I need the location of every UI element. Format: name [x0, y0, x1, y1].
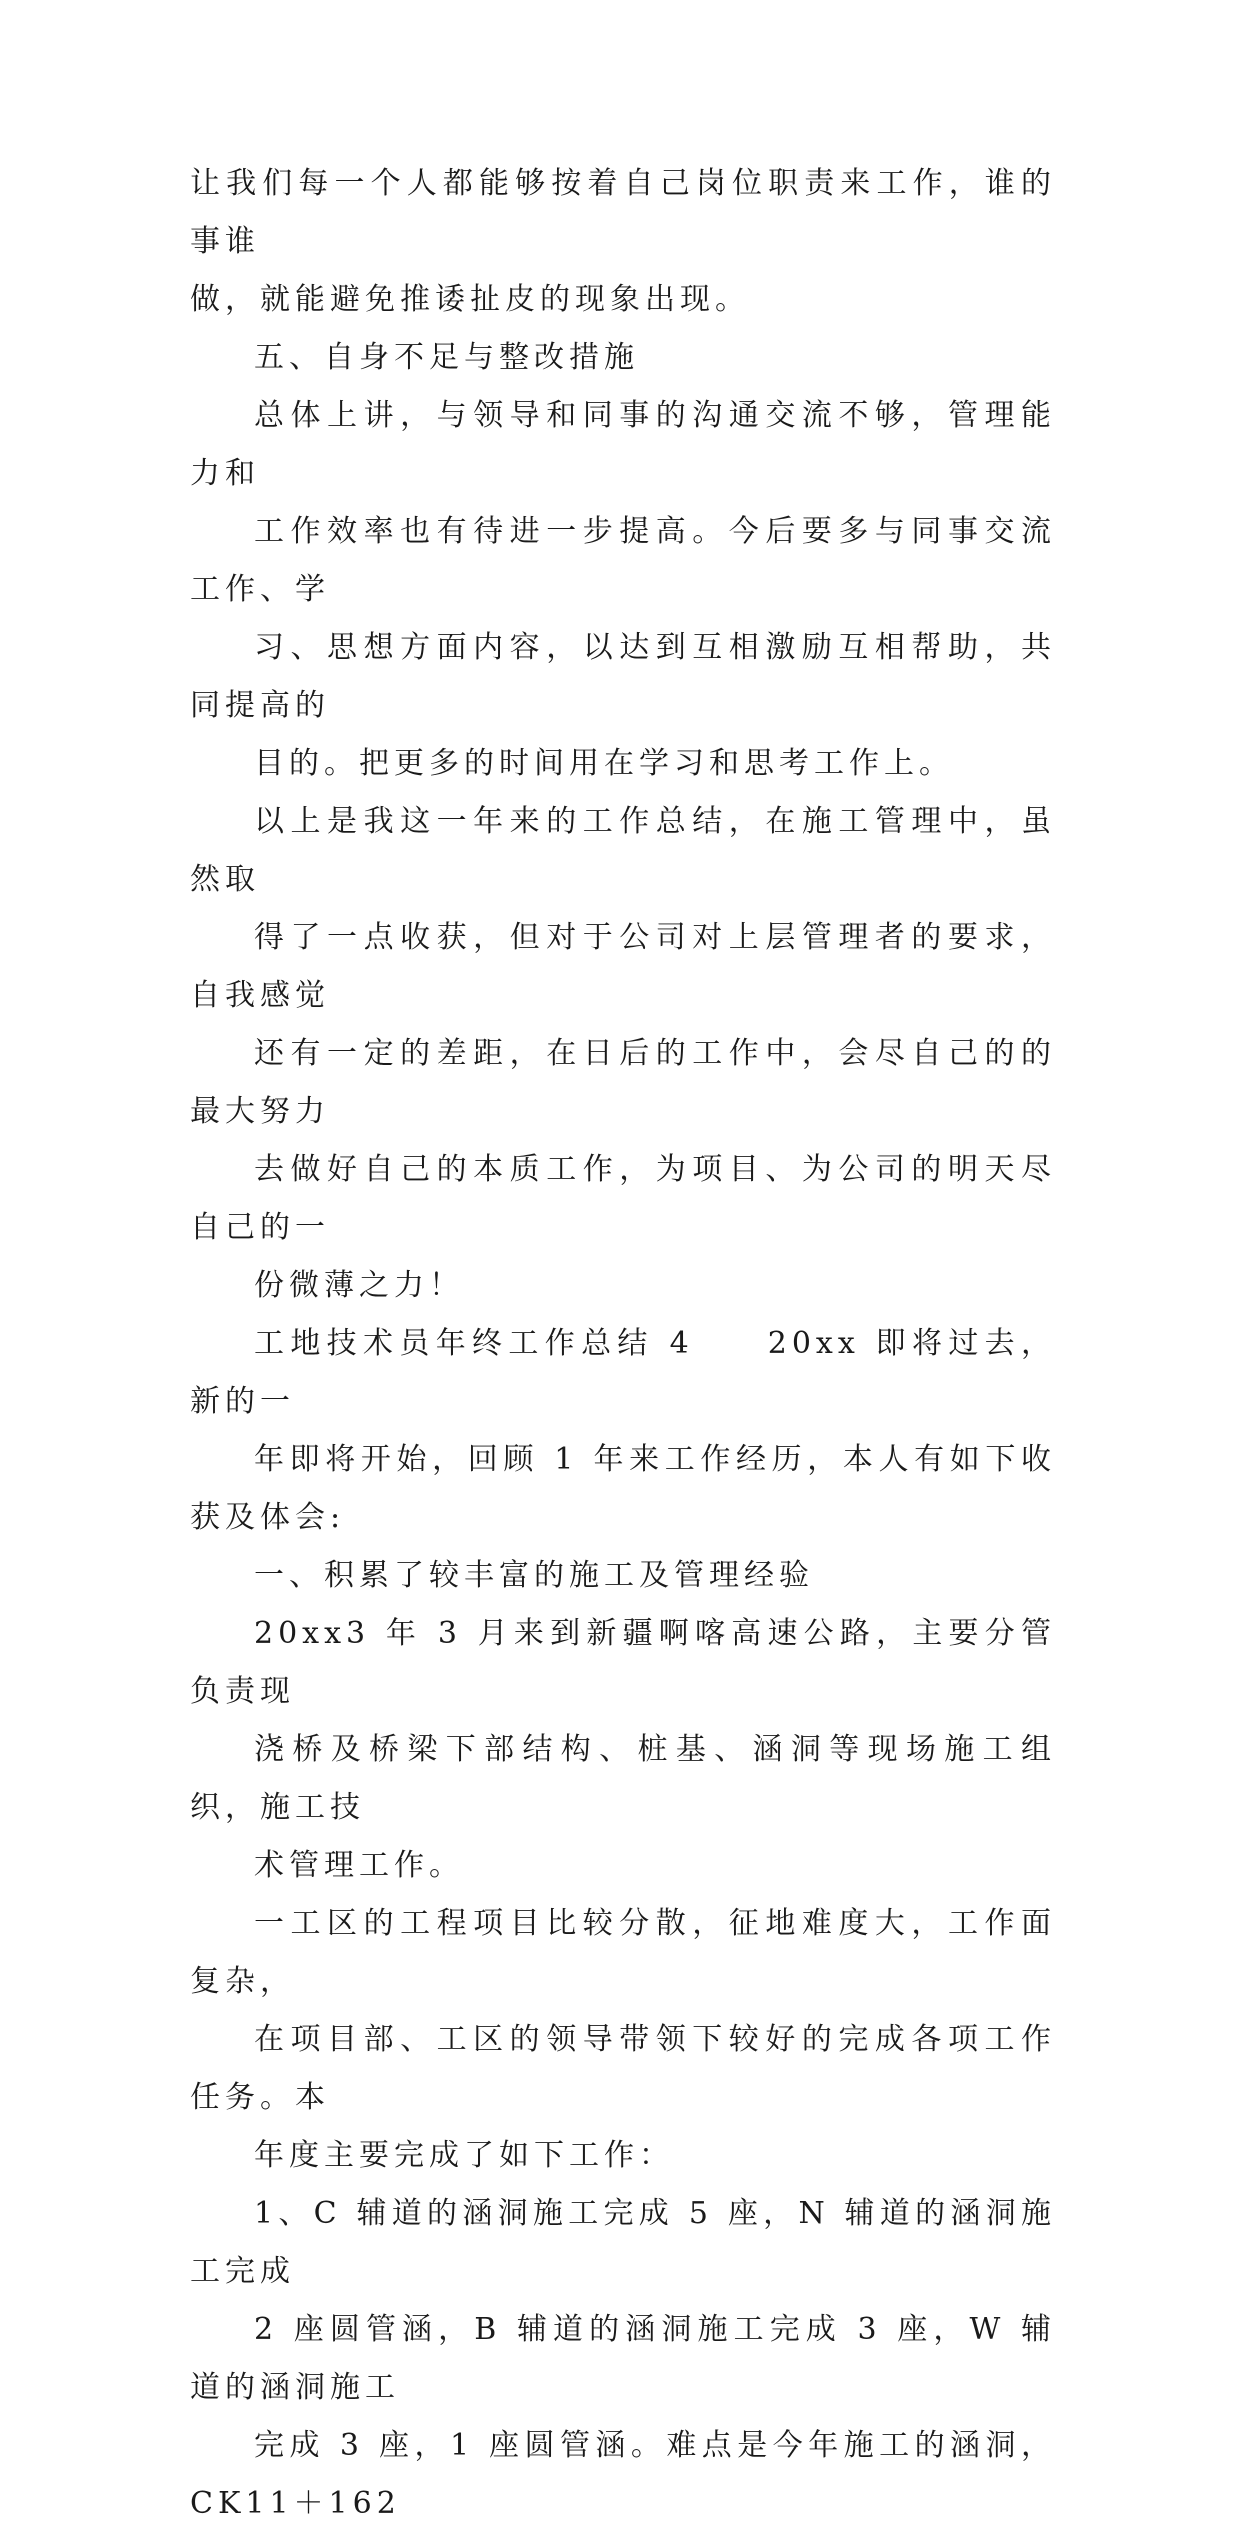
text-line: 工地技术员年终工作总结 4 20xx 即将过去，新的一 [190, 1326, 1056, 1419]
paragraph-experience [190, 1605, 1056, 1895]
text-line: 1、C 辅道的涵洞施工完成 5 座，N 辅道的涵洞施工完成 [190, 2196, 1056, 2289]
heading-text: 五、自身不足与整改措施 [254, 340, 639, 375]
paragraph-work-area [190, 1895, 1056, 2185]
paragraph-conclusion [190, 793, 1056, 1315]
text-line: 份微薄之力！ [254, 1268, 464, 1303]
text-line: 在项目部、工区的领导带领下较好的完成各项工作任务。本 [190, 2022, 1056, 2115]
paragraph-summary-4-intro [190, 1315, 1056, 1547]
text-line: 去做好自己的本质工作，为项目、为公司的明天尽自己的一 [190, 1152, 1056, 1245]
text-line: 完成 3 座，1 座圆管涵。难点是今年施工的涵洞，CK11＋162 [190, 2428, 1056, 2521]
text-line: 年即将开始，回顾 1 年来工作经历，本人有如下收获及体会: [190, 1442, 1056, 1535]
text-line: 浇桥及桥梁下部结构、桩基、涵洞等现场施工组织，施工技 [190, 1732, 1056, 1825]
text-line: 20xx3 年 3 月来到新疆啊喀高速公路，主要分管负责现 [190, 1616, 1056, 1709]
text-line: 习、思想方面内容，以达到互相激励互相帮助，共同提高的 [190, 630, 1056, 723]
text-line: 目的。把更多的时间用在学习和思考工作上。 [254, 746, 954, 781]
text-line: 年度主要完成了如下工作： [254, 2138, 674, 2173]
text-line: 总体上讲，与领导和同事的沟通交流不够，管理能力和 [190, 398, 1056, 491]
text-line: 让我们每一个人都能够按着自己岗位职责来工作，谁的事谁 [190, 166, 1056, 259]
text-line: 工作效率也有待进一步提高。今后要多与同事交流工作、学 [190, 514, 1056, 607]
text-line: 术管理工作。 [254, 1848, 464, 1883]
text-line: 2 座圆管涵，B 辅道的涵洞施工完成 3 座，W 辅道的涵洞施工 [190, 2312, 1056, 2405]
document-body [190, 155, 1056, 2533]
text-line: 还有一定的差距，在日后的工作中，会尽自己的的最大努力 [190, 1036, 1056, 1129]
paragraph-shortcomings [190, 387, 1056, 793]
heading-text: 一、积累了较丰富的施工及管理经验 [254, 1558, 814, 1593]
paragraph-1 [190, 155, 1056, 329]
paragraph-item-1 [190, 2185, 1056, 2533]
section-heading-1 [190, 1547, 1056, 1605]
text-line: 做，就能避免推诿扯皮的现象出现。 [190, 282, 750, 317]
text-line: 得了一点收获，但对于公司对上层管理者的要求，自我感觉 [190, 920, 1056, 1013]
text-line: 一工区的工程项目比较分散，征地难度大，工作面复杂， [190, 1906, 1056, 1999]
section-heading-5 [190, 329, 1056, 387]
text-line: 以上是我这一年来的工作总结，在施工管理中，虽然取 [190, 804, 1056, 897]
